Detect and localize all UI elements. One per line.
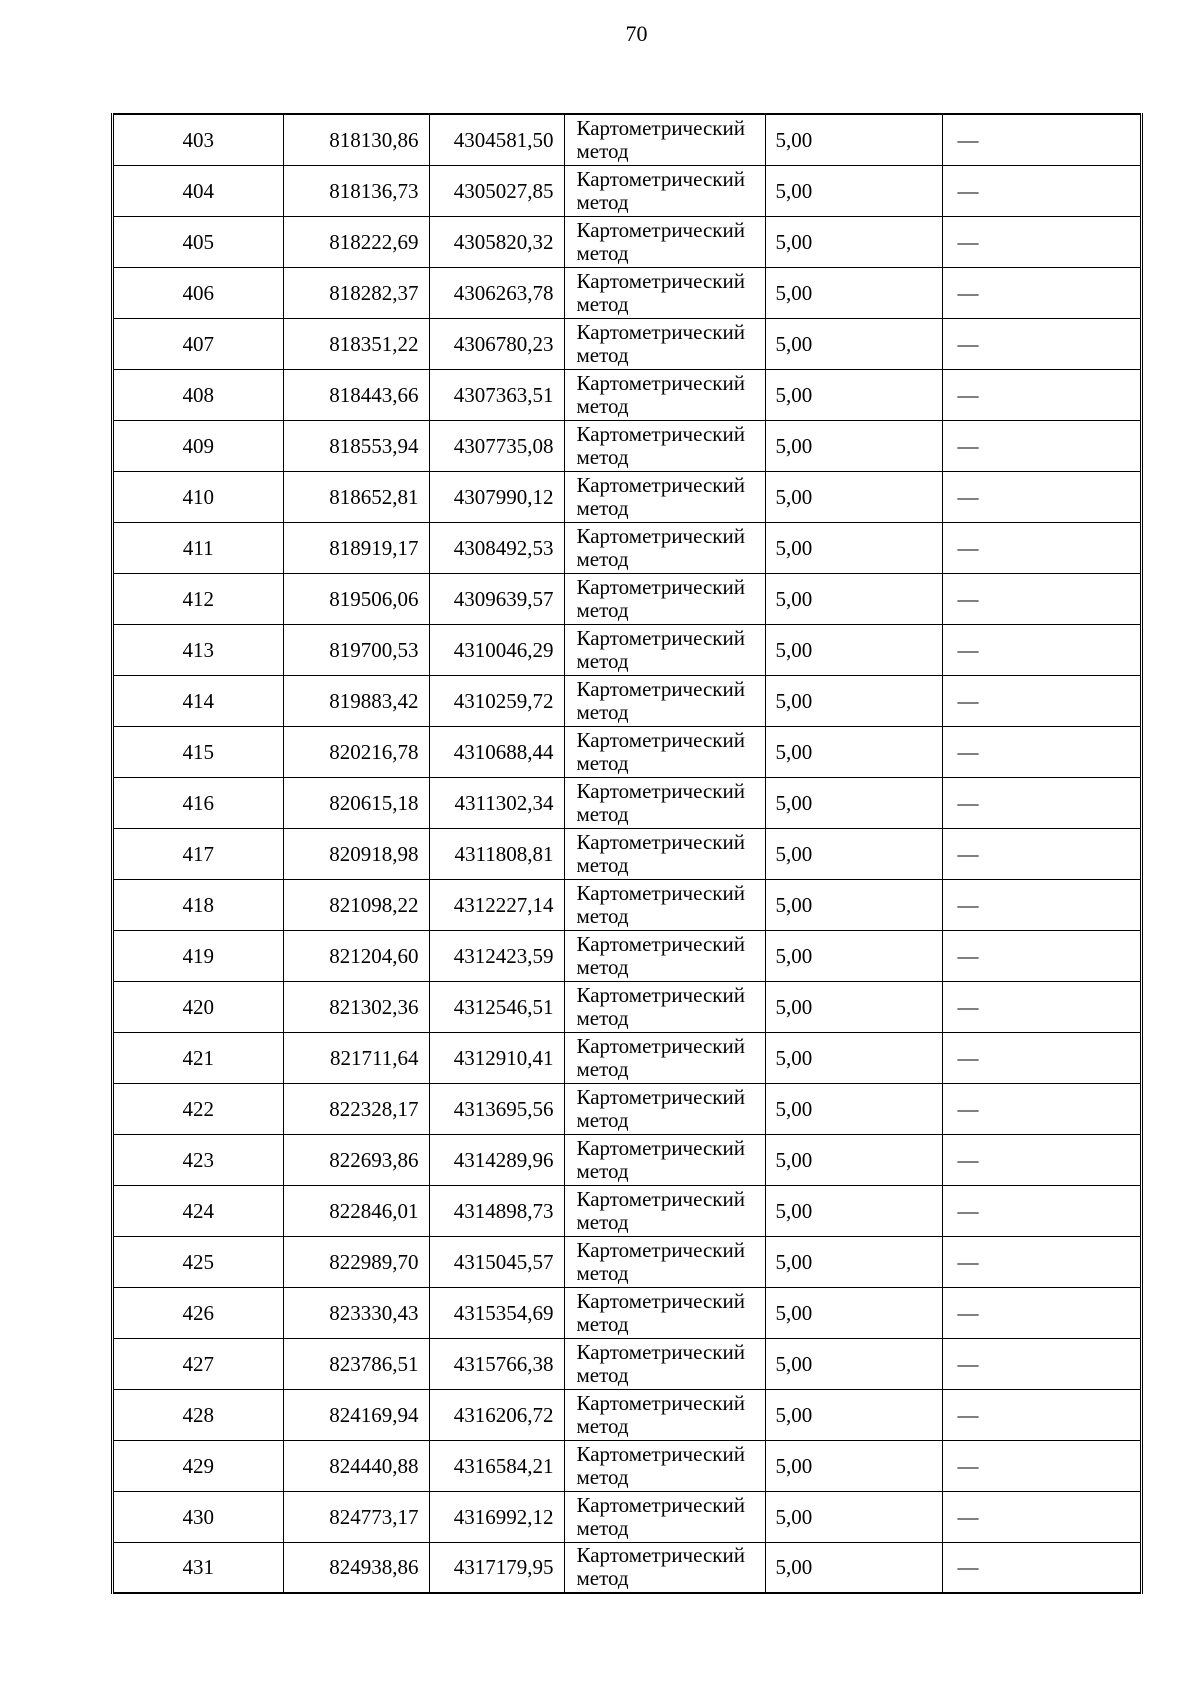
point-number-cell: 427 — [114, 1338, 283, 1389]
method-line-2: метод — [576, 954, 629, 979]
method-line-1: Картометрический — [576, 778, 745, 803]
method-line-1: Картометрический — [576, 829, 745, 854]
x-coordinate-cell: 822989,70 — [283, 1236, 429, 1287]
y-coordinate-cell: 4312910,41 — [429, 1032, 564, 1083]
note-cell: — — [942, 369, 1140, 420]
method-line-2: метод — [576, 1107, 629, 1132]
x-coordinate-cell: 819506,06 — [283, 573, 429, 624]
note-cell: — — [942, 216, 1140, 267]
note-cell: — — [942, 420, 1140, 471]
accuracy-cell: 5,00 — [765, 1185, 942, 1236]
accuracy-cell: 5,00 — [765, 675, 942, 726]
method-line-1: Картометрический — [576, 421, 745, 446]
table-row — [114, 1032, 1140, 1083]
table-row — [114, 726, 1140, 777]
accuracy-cell: 5,00 — [765, 828, 942, 879]
note-cell: — — [942, 624, 1140, 675]
method-line-1: Картометрический — [576, 1135, 745, 1160]
x-coordinate-cell: 820918,98 — [283, 828, 429, 879]
note-cell: — — [942, 1185, 1140, 1236]
method-line-2: метод — [576, 1566, 629, 1591]
x-coordinate-cell: 818351,22 — [283, 318, 429, 369]
method-cell — [564, 369, 765, 420]
accuracy-cell: 5,00 — [765, 1083, 942, 1134]
method-cell — [564, 879, 765, 930]
method-cell — [564, 1542, 765, 1593]
note-cell: — — [942, 573, 1140, 624]
method-cell — [564, 522, 765, 573]
point-number-cell: 428 — [114, 1389, 283, 1440]
accuracy-cell: 5,00 — [765, 573, 942, 624]
x-coordinate-cell: 822846,01 — [283, 1185, 429, 1236]
y-coordinate-cell: 4310046,29 — [429, 624, 564, 675]
point-number-cell: 425 — [114, 1236, 283, 1287]
table-row — [114, 1542, 1140, 1593]
method-cell — [564, 624, 765, 675]
point-number-cell: 412 — [114, 573, 283, 624]
x-coordinate-cell: 819883,42 — [283, 675, 429, 726]
accuracy-cell: 5,00 — [765, 1134, 942, 1185]
method-cell — [564, 114, 765, 165]
point-number-cell: 403 — [114, 114, 283, 165]
table-row — [114, 1389, 1140, 1440]
method-cell — [564, 1185, 765, 1236]
method-line-2: метод — [576, 1158, 629, 1183]
x-coordinate-cell: 822693,86 — [283, 1134, 429, 1185]
point-number-cell: 413 — [114, 624, 283, 675]
method-cell — [564, 930, 765, 981]
y-coordinate-cell: 4315045,57 — [429, 1236, 564, 1287]
method-line-1: Картометрический — [576, 1339, 745, 1364]
method-cell — [564, 1389, 765, 1440]
method-line-1: Картометрический — [576, 727, 745, 752]
x-coordinate-cell: 821098,22 — [283, 879, 429, 930]
note-cell: — — [942, 930, 1140, 981]
accuracy-cell: 5,00 — [765, 216, 942, 267]
method-line-2: метод — [576, 393, 629, 418]
x-coordinate-cell: 820615,18 — [283, 777, 429, 828]
method-cell — [564, 1083, 765, 1134]
x-coordinate-cell: 824169,94 — [283, 1389, 429, 1440]
y-coordinate-cell: 4316206,72 — [429, 1389, 564, 1440]
y-coordinate-cell: 4306780,23 — [429, 318, 564, 369]
y-coordinate-cell: 4312423,59 — [429, 930, 564, 981]
method-cell — [564, 1338, 765, 1389]
accuracy-cell: 5,00 — [765, 522, 942, 573]
method-cell — [564, 675, 765, 726]
table-row — [114, 1338, 1140, 1389]
x-coordinate-cell: 818553,94 — [283, 420, 429, 471]
note-cell: — — [942, 1338, 1140, 1389]
table-row — [114, 114, 1140, 165]
point-number-cell: 417 — [114, 828, 283, 879]
table-row — [114, 777, 1140, 828]
x-coordinate-cell: 818919,17 — [283, 522, 429, 573]
method-cell — [564, 216, 765, 267]
x-coordinate-cell: 821711,64 — [283, 1032, 429, 1083]
y-coordinate-cell: 4313695,56 — [429, 1083, 564, 1134]
note-cell: — — [942, 1389, 1140, 1440]
method-line-1: Картометрический — [576, 931, 745, 956]
y-coordinate-cell: 4312546,51 — [429, 981, 564, 1032]
method-line-2: метод — [576, 546, 629, 571]
accuracy-cell: 5,00 — [765, 1389, 942, 1440]
method-line-2: метод — [576, 495, 629, 520]
point-number-cell: 415 — [114, 726, 283, 777]
method-line-1: Картометрический — [576, 625, 745, 650]
y-coordinate-cell: 4315766,38 — [429, 1338, 564, 1389]
note-cell: — — [942, 828, 1140, 879]
y-coordinate-cell: 4309639,57 — [429, 573, 564, 624]
coordinates-table-frame — [111, 113, 1143, 1594]
table-row — [114, 369, 1140, 420]
point-number-cell: 406 — [114, 267, 283, 318]
method-line-2: метод — [576, 1311, 629, 1336]
method-cell — [564, 573, 765, 624]
point-number-cell: 409 — [114, 420, 283, 471]
method-cell — [564, 1491, 765, 1542]
method-line-1: Картометрический — [576, 115, 745, 140]
y-coordinate-cell: 4314898,73 — [429, 1185, 564, 1236]
method-cell — [564, 471, 765, 522]
point-number-cell: 404 — [114, 165, 283, 216]
y-coordinate-cell: 4315354,69 — [429, 1287, 564, 1338]
x-coordinate-cell: 821204,60 — [283, 930, 429, 981]
method-line-2: метод — [576, 699, 629, 724]
note-cell: — — [942, 1083, 1140, 1134]
note-cell: — — [942, 471, 1140, 522]
method-cell — [564, 1032, 765, 1083]
accuracy-cell: 5,00 — [765, 879, 942, 930]
coordinates-table — [114, 113, 1140, 1594]
method-line-1: Картометрический — [576, 1492, 745, 1517]
accuracy-cell: 5,00 — [765, 267, 942, 318]
table-row — [114, 471, 1140, 522]
accuracy-cell: 5,00 — [765, 165, 942, 216]
method-line-1: Картометрический — [576, 268, 745, 293]
note-cell: — — [942, 114, 1140, 165]
y-coordinate-cell: 4317179,95 — [429, 1542, 564, 1593]
method-line-1: Картометрический — [576, 166, 745, 191]
accuracy-cell: 5,00 — [765, 1032, 942, 1083]
note-cell: — — [942, 1032, 1140, 1083]
point-number-cell: 423 — [114, 1134, 283, 1185]
y-coordinate-cell: 4316584,21 — [429, 1440, 564, 1491]
y-coordinate-cell: 4310259,72 — [429, 675, 564, 726]
point-number-cell: 407 — [114, 318, 283, 369]
method-line-2: метод — [576, 1515, 629, 1540]
table-row — [114, 1185, 1140, 1236]
method-line-1: Картометрический — [576, 1441, 745, 1466]
y-coordinate-cell: 4306263,78 — [429, 267, 564, 318]
y-coordinate-cell: 4316992,12 — [429, 1491, 564, 1542]
accuracy-cell: 5,00 — [765, 726, 942, 777]
method-line-2: метод — [576, 1464, 629, 1489]
accuracy-cell: 5,00 — [765, 777, 942, 828]
method-line-1: Картометрический — [576, 217, 745, 242]
method-line-2: метод — [576, 1413, 629, 1438]
method-line-2: метод — [576, 189, 629, 214]
x-coordinate-cell: 818136,73 — [283, 165, 429, 216]
point-number-cell: 426 — [114, 1287, 283, 1338]
y-coordinate-cell: 4307363,51 — [429, 369, 564, 420]
method-line-1: Картометрический — [576, 370, 745, 395]
accuracy-cell: 5,00 — [765, 1542, 942, 1593]
table-row — [114, 1440, 1140, 1491]
method-line-1: Картометрический — [576, 880, 745, 905]
note-cell: — — [942, 1236, 1140, 1287]
y-coordinate-cell: 4307990,12 — [429, 471, 564, 522]
x-coordinate-cell: 818652,81 — [283, 471, 429, 522]
method-line-1: Картометрический — [576, 1237, 745, 1262]
method-line-2: метод — [576, 852, 629, 877]
method-cell — [564, 777, 765, 828]
method-line-2: метод — [576, 240, 629, 265]
method-cell — [564, 165, 765, 216]
note-cell: — — [942, 981, 1140, 1032]
point-number-cell: 430 — [114, 1491, 283, 1542]
table-row — [114, 1491, 1140, 1542]
accuracy-cell: 5,00 — [765, 1236, 942, 1287]
x-coordinate-cell: 819700,53 — [283, 624, 429, 675]
table-row — [114, 318, 1140, 369]
accuracy-cell: 5,00 — [765, 1338, 942, 1389]
table-row — [114, 624, 1140, 675]
note-cell: — — [942, 1491, 1140, 1542]
accuracy-cell: 5,00 — [765, 471, 942, 522]
x-coordinate-cell: 818282,37 — [283, 267, 429, 318]
method-line-1: Картометрический — [576, 676, 745, 701]
method-line-1: Картометрический — [576, 1288, 745, 1313]
table-row — [114, 879, 1140, 930]
point-number-cell: 414 — [114, 675, 283, 726]
method-cell — [564, 1440, 765, 1491]
method-line-2: метод — [576, 138, 629, 163]
point-number-cell: 405 — [114, 216, 283, 267]
table-row — [114, 828, 1140, 879]
accuracy-cell: 5,00 — [765, 1440, 942, 1491]
note-cell: — — [942, 165, 1140, 216]
method-line-1: Картометрический — [576, 319, 745, 344]
table-row — [114, 522, 1140, 573]
x-coordinate-cell: 823786,51 — [283, 1338, 429, 1389]
accuracy-cell: 5,00 — [765, 369, 942, 420]
page-number: 70 — [625, 21, 648, 46]
table-row — [114, 930, 1140, 981]
method-line-2: метод — [576, 1005, 629, 1030]
y-coordinate-cell: 4307735,08 — [429, 420, 564, 471]
y-coordinate-cell: 4304581,50 — [429, 114, 564, 165]
note-cell: — — [942, 267, 1140, 318]
accuracy-cell: 5,00 — [765, 981, 942, 1032]
method-line-2: метод — [576, 648, 629, 673]
point-number-cell: 416 — [114, 777, 283, 828]
method-line-2: метод — [576, 801, 629, 826]
point-number-cell: 431 — [114, 1542, 283, 1593]
point-number-cell: 421 — [114, 1032, 283, 1083]
method-line-2: метод — [576, 903, 629, 928]
method-line-1: Картометрический — [576, 1543, 745, 1568]
method-line-1: Картометрический — [576, 574, 745, 599]
method-line-2: метод — [576, 750, 629, 775]
method-line-1: Картометрический — [576, 1033, 745, 1058]
accuracy-cell: 5,00 — [765, 930, 942, 981]
table-row — [114, 1236, 1140, 1287]
method-line-2: метод — [576, 1209, 629, 1234]
table-row — [114, 1287, 1140, 1338]
method-line-2: метод — [576, 1362, 629, 1387]
note-cell: — — [942, 1542, 1140, 1593]
method-cell — [564, 828, 765, 879]
point-number-cell: 429 — [114, 1440, 283, 1491]
x-coordinate-cell: 822328,17 — [283, 1083, 429, 1134]
method-cell — [564, 267, 765, 318]
method-cell — [564, 1134, 765, 1185]
note-cell: — — [942, 726, 1140, 777]
y-coordinate-cell: 4311302,34 — [429, 777, 564, 828]
point-number-cell: 411 — [114, 522, 283, 573]
method-line-1: Картометрический — [576, 523, 745, 548]
x-coordinate-cell: 820216,78 — [283, 726, 429, 777]
x-coordinate-cell: 818443,66 — [283, 369, 429, 420]
method-cell — [564, 1287, 765, 1338]
table-row — [114, 420, 1140, 471]
table-row — [114, 981, 1140, 1032]
table-row — [114, 267, 1140, 318]
point-number-cell: 422 — [114, 1083, 283, 1134]
method-line-1: Картометрический — [576, 1186, 745, 1211]
x-coordinate-cell: 821302,36 — [283, 981, 429, 1032]
method-line-2: метод — [576, 444, 629, 469]
method-cell — [564, 420, 765, 471]
point-number-cell: 408 — [114, 369, 283, 420]
y-coordinate-cell: 4314289,96 — [429, 1134, 564, 1185]
point-number-cell: 420 — [114, 981, 283, 1032]
note-cell: — — [942, 1440, 1140, 1491]
accuracy-cell: 5,00 — [765, 318, 942, 369]
note-cell: — — [942, 318, 1140, 369]
accuracy-cell: 5,00 — [765, 624, 942, 675]
method-line-1: Картометрический — [576, 1390, 745, 1415]
note-cell: — — [942, 1287, 1140, 1338]
note-cell: — — [942, 1134, 1140, 1185]
table-row — [114, 675, 1140, 726]
y-coordinate-cell: 4305820,32 — [429, 216, 564, 267]
note-cell: — — [942, 522, 1140, 573]
y-coordinate-cell: 4305027,85 — [429, 165, 564, 216]
method-cell — [564, 981, 765, 1032]
x-coordinate-cell: 824440,88 — [283, 1440, 429, 1491]
x-coordinate-cell: 818130,86 — [283, 114, 429, 165]
note-cell: — — [942, 675, 1140, 726]
method-line-1: Картометрический — [576, 472, 745, 497]
method-line-2: метод — [576, 1260, 629, 1285]
note-cell: — — [942, 879, 1140, 930]
method-line-1: Картометрический — [576, 982, 745, 1007]
accuracy-cell: 5,00 — [765, 114, 942, 165]
table-row — [114, 1083, 1140, 1134]
y-coordinate-cell: 4310688,44 — [429, 726, 564, 777]
note-cell: — — [942, 777, 1140, 828]
coordinates-table-body — [114, 114, 1140, 1593]
point-number-cell: 424 — [114, 1185, 283, 1236]
y-coordinate-cell: 4312227,14 — [429, 879, 564, 930]
method-cell — [564, 318, 765, 369]
x-coordinate-cell: 818222,69 — [283, 216, 429, 267]
accuracy-cell: 5,00 — [765, 420, 942, 471]
method-line-2: метод — [576, 1056, 629, 1081]
method-cell — [564, 1236, 765, 1287]
method-line-2: метод — [576, 597, 629, 622]
method-cell — [564, 726, 765, 777]
x-coordinate-cell: 823330,43 — [283, 1287, 429, 1338]
point-number-cell: 419 — [114, 930, 283, 981]
x-coordinate-cell: 824773,17 — [283, 1491, 429, 1542]
table-row — [114, 1134, 1140, 1185]
method-line-1: Картометрический — [576, 1084, 745, 1109]
accuracy-cell: 5,00 — [765, 1491, 942, 1542]
method-line-2: метод — [576, 342, 629, 367]
table-row — [114, 573, 1140, 624]
table-row — [114, 216, 1140, 267]
method-line-2: метод — [576, 291, 629, 316]
x-coordinate-cell: 824938,86 — [283, 1542, 429, 1593]
y-coordinate-cell: 4308492,53 — [429, 522, 564, 573]
point-number-cell: 418 — [114, 879, 283, 930]
accuracy-cell: 5,00 — [765, 1287, 942, 1338]
y-coordinate-cell: 4311808,81 — [429, 828, 564, 879]
point-number-cell: 410 — [114, 471, 283, 522]
table-row — [114, 165, 1140, 216]
